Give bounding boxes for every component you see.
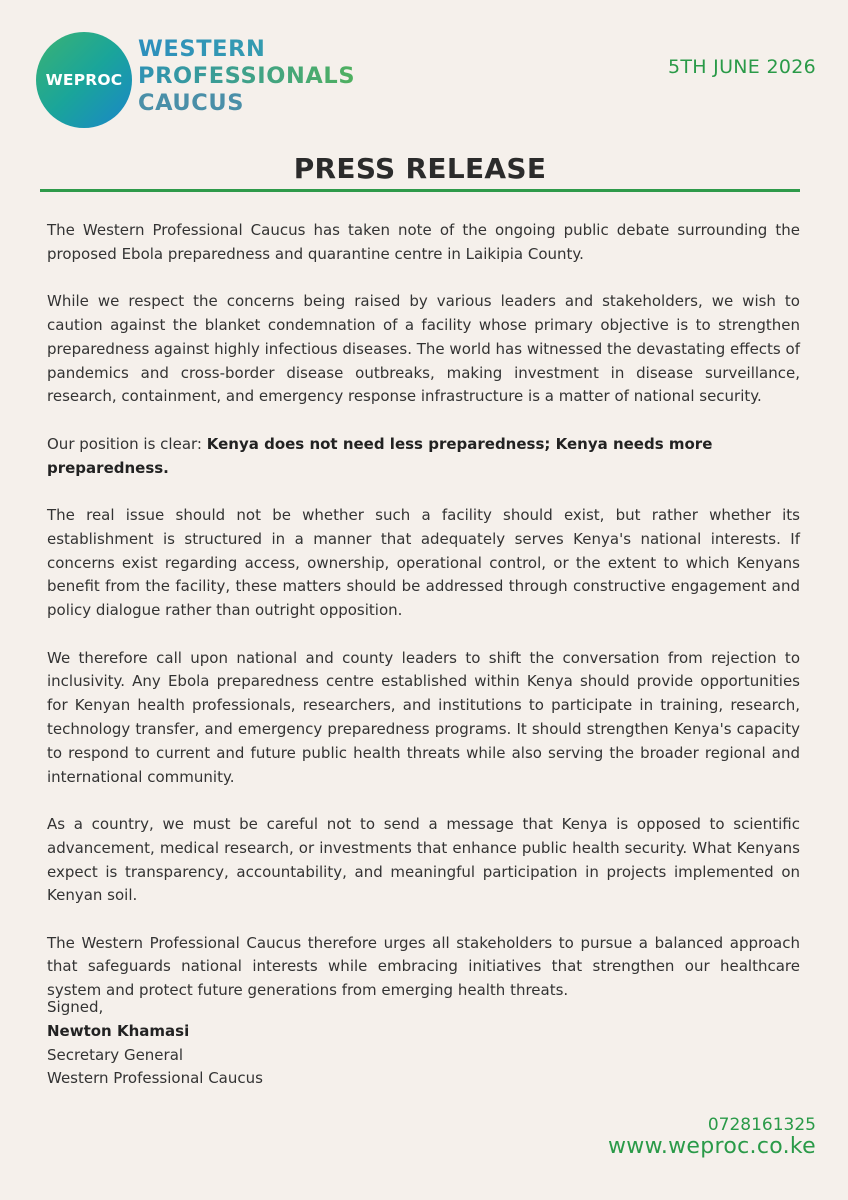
- paragraph-3-position: [47, 433, 800, 481]
- position-prefix: Our position is clear:: [47, 434, 207, 453]
- website-link[interactable]: www.weproc.co.ke: [607, 1134, 816, 1159]
- org-name-line-3: CAUCUS: [138, 90, 245, 116]
- document-title: PRESS RELEASE: [293, 152, 547, 185]
- contact-phone: 0728161325: [707, 1115, 816, 1135]
- paragraph-6: As a country, we must be careful not to send a message that Kenya is opposed to scientific advancement, medical research, or investments that enhance public health security. What Kenyans expect is transparency, accountability, and meaningful participation in projects implemented on Kenyan soil.: [47, 814, 800, 905]
- org-name-line-1: WESTERN: [138, 36, 355, 63]
- signature-block: [47, 996, 263, 1091]
- logo-text: WEPROC: [45, 71, 123, 89]
- signatory-organization: Western Professional Caucus: [47, 1069, 263, 1088]
- paragraph-5: We therefore call upon national and county leaders to shift the conversation from rejection to inclusivity. Any Ebola preparedness centre established within Kenya should provide opportunities for Kenyan health professionals, researchers, and institutions to participate in training, research, technology transfer, and emergency preparedness programs. It should strengthen Kenya's capacity to respond to current and future public health threats while also serving the broader regional and international community.: [47, 648, 800, 786]
- release-date: 5TH JUNE 2026: [667, 56, 816, 78]
- letterhead: [36, 32, 816, 128]
- paragraph-7: The Western Professional Caucus therefore urges all stakeholders to pursue a balanced approach that safeguards national interests while embracing initiatives that strengthen our healthcare system and protect future generations from emerging health threats.: [47, 933, 800, 1000]
- signatory-name: Newton Khamasi: [47, 1021, 190, 1040]
- press-release-body: [47, 219, 800, 1027]
- organization-name: [138, 36, 355, 117]
- org-name-line-2: PROFESSIONALS: [138, 63, 356, 89]
- signed-label: Signed,: [47, 998, 104, 1016]
- title-divider: [40, 189, 800, 192]
- paragraph-4: The real issue should not be whether such a facility should exist, but rather whether its establishment is structured in a manner that adequately serves Kenya's national interests. If concerns exist regarding access, ownership, operational control, or the extent to which Kenyans benefit from the facility, these matters should be addressed through constructive engagement and policy dialogue rather than outright opposition.: [47, 505, 800, 620]
- paragraph-2: While we respect the concerns being raised by various leaders and stakeholders, we wish to caution against the blanket condemnation of a facility whose primary objective is to strengthen preparedness against highly infectious diseases. The world has witnessed the devastating effects of pandemics and cross-border disease outbreaks, making investment in disease surveillance, research, containment, and emergency response infrastructure is a matter of national security.: [47, 292, 800, 406]
- weproc-logo: [36, 32, 132, 128]
- signatory-position: Secretary General: [47, 1045, 184, 1064]
- paragraph-1: The Western Professional Caucus has taken note of the ongoing public debate surrounding the proposed Ebola preparedness and quarantine centre in Laikipia County.: [47, 221, 800, 263]
- position-statement: Kenya does not need less preparedness; Kenya needs more preparedness.: [47, 434, 713, 477]
